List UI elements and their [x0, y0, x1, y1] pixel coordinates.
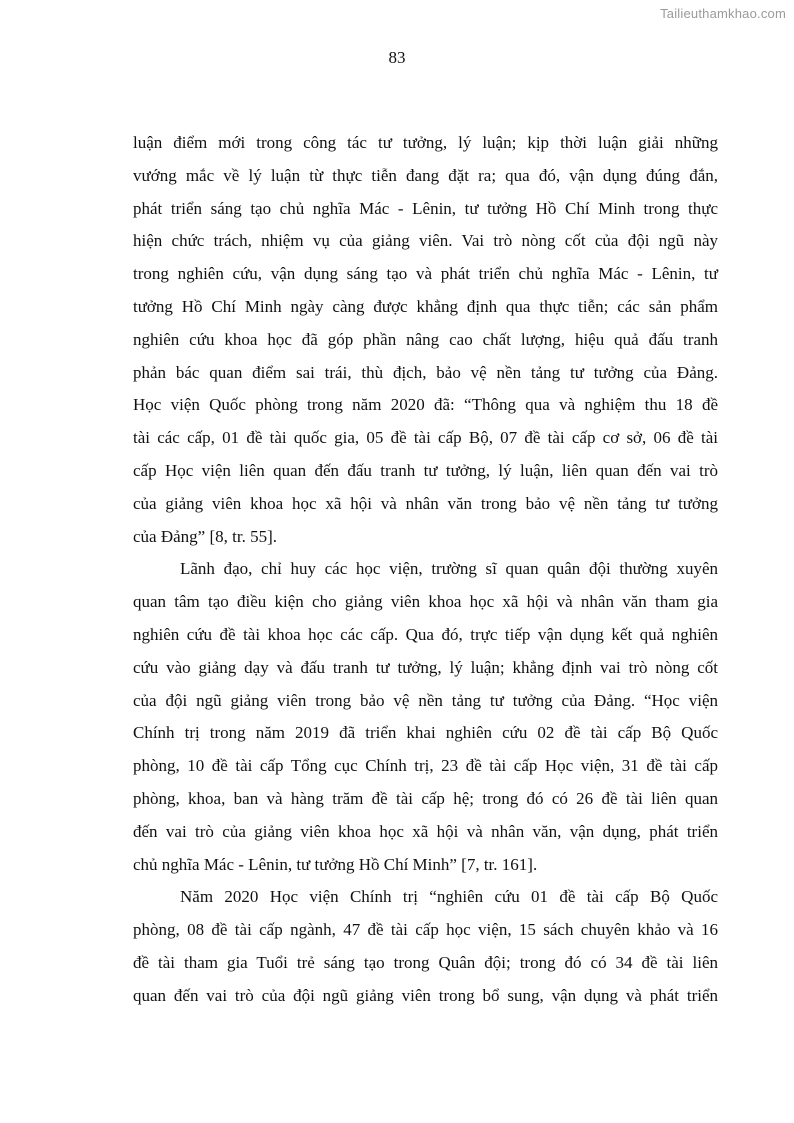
text-line: đề tài tham gia Tuổi trẻ sáng tạo trong Quân đội; trong đó có 34 đề tài liên — [133, 952, 718, 972]
text-line: Học viện Quốc phòng trong năm 2020 đã: “Thông qua và nghiệm thu 18 đề — [133, 395, 718, 415]
text-line: phòng, khoa, ban và hàng trăm đề tài cấp hệ; trong đó có 26 đề tài liên quan — [133, 788, 718, 808]
text-line: vướng mắc về lý luận từ thực tiễn đang đặt ra; qua đó, vận dụng đúng đắn, — [133, 165, 718, 185]
paragraph — [133, 881, 718, 1012]
text-line: trong nghiên cứu, vận dụng sáng tạo và phát triển chủ nghĩa Mác - Lênin, tư — [133, 264, 718, 284]
text-line: đến vai trò của giảng viên khoa học xã hội và nhân văn, vận dụng, phát triển — [133, 821, 718, 841]
text-line: của đội ngũ giảng viên trong bảo vệ nền tảng tư tưởng của Đảng. “Học viện — [133, 690, 718, 710]
text-line: quan đến vai trò của đội ngũ giảng viên trong bổ sung, vận dụng và phát triển — [133, 985, 718, 1005]
text-line: phát triển sáng tạo chủ nghĩa Mác - Lênin, tư tưởng Hồ Chí Minh trong thực — [133, 198, 718, 218]
text-line: của giảng viên khoa học xã hội và nhân văn trong bảo vệ nền tảng tư tưởng — [133, 493, 718, 513]
text-line: phản bác quan điểm sai trái, thù địch, bảo vệ nền tảng tư tưởng của Đảng. — [133, 362, 718, 382]
paragraph — [133, 553, 718, 881]
text-line: luận điểm mới trong công tác tư tưởng, lý luận; kịp thời luận giải những — [133, 133, 718, 152]
text-line: nghiên cứu khoa học đã góp phần nâng cao chất lượng, hiệu quả đấu tranh — [133, 329, 718, 349]
text-line: quan tâm tạo điều kiện cho giảng viên khoa học xã hội và nhân văn tham gia — [133, 592, 718, 612]
text-line: cấp Học viện liên quan đến đấu tranh tư tưởng, lý luận, liên quan đến vai trò — [133, 460, 718, 480]
paragraph — [133, 127, 718, 553]
text-line: Lãnh đạo, chỉ huy các học viện, trường sĩ quan quân đội thường xuyên — [180, 559, 718, 579]
text-line: nghiên cứu đề tài khoa học các cấp. Qua đó, trực tiếp vận dụng kết quả nghiên — [133, 624, 718, 644]
text-line: phòng, 08 đề tài cấp ngành, 47 đề tài cấp học viện, 15 sách chuyên khảo và 16 — [133, 920, 718, 940]
text-line: Năm 2020 Học viện Chính trị “nghiên cứu 01 đề tài cấp Bộ Quốc — [180, 887, 718, 907]
text-line: hiện chức trách, nhiệm vụ của giảng viên. Vai trò nòng cốt của đội ngũ này — [133, 231, 718, 251]
text-line: chủ nghĩa Mác - Lênin, tư tưởng Hồ Chí Minh” [7, tr. 161]. — [133, 854, 538, 874]
text-line: Chính trị trong năm 2019 đã triển khai nghiên cứu 02 đề tài cấp Bộ Quốc — [133, 723, 718, 743]
text-line: của Đảng” [8, tr. 55]. — [133, 526, 277, 546]
text-line: tài các cấp, 01 đề tài quốc gia, 05 đề tài cấp Bộ, 07 đề tài cấp cơ sở, 06 đề tài — [133, 428, 718, 448]
text-line: cứu vào giảng dạy và đấu tranh tư tưởng, lý luận; khẳng định vai trò nòng cốt — [133, 657, 718, 677]
text-line: tưởng Hồ Chí Minh ngày càng được khẳng định qua thực tiễn; các sản phẩm — [133, 296, 718, 316]
page-number: 83 — [388, 48, 406, 67]
text-line: phòng, 10 đề tài cấp Tổng cục Chính trị, 23 đề tài cấp Học viện, 31 đề tài cấp — [133, 756, 718, 776]
body-text — [133, 127, 718, 1013]
watermark-text: Tailieuthamkhao.com — [660, 6, 786, 21]
